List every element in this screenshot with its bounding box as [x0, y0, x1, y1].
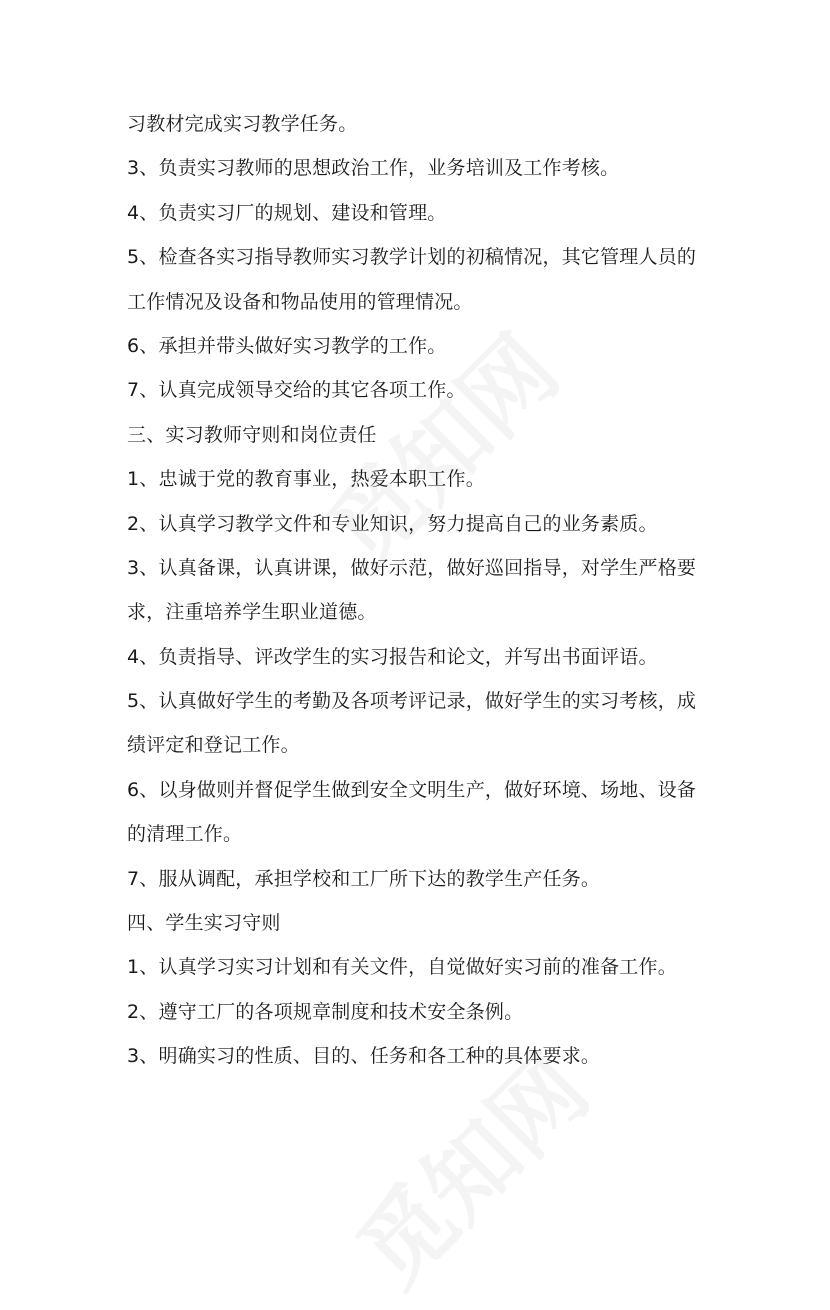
list-item: 1、认真学习实习计划和有关文件，自觉做好实习前的准备工作。: [127, 956, 677, 979]
list-item: 3、认真备课，认真讲课，做好示范，做好巡回指导，对学生严格要: [127, 556, 697, 579]
document-body: [127, 102, 717, 1079]
list-item: 7、认真完成领导交给的其它各项工作。: [127, 379, 466, 402]
list-item: 6、以身做则并督促学生做到安全文明生产，做好环境、场地、设备: [127, 778, 697, 801]
paragraph-line: 工作情况及设备和物品使用的管理情况。: [127, 290, 473, 313]
list-item: 2、认真学习教学文件和专业知识，努力提高自己的业务素质。: [127, 512, 658, 535]
list-item: 4、负责指导、评改学生的实习报告和论文，并写出书面评语。: [127, 645, 658, 668]
paragraph-line: 求，注重培养学生职业道德。: [127, 601, 377, 624]
section-heading: 三、实习教师守则和岗位责任: [127, 423, 377, 446]
section-heading: 四、学生实习守则: [127, 912, 281, 935]
list-item: 4、负责实习厂的规划、建设和管理。: [127, 201, 447, 224]
list-item: 5、检查各实习指导教师实习教学计划的初稿情况，其它管理人员的: [127, 246, 697, 269]
list-item: 2、遵守工厂的各项规章制度和技术安全条例。: [127, 1000, 524, 1023]
list-item: 7、服从调配，承担学校和工厂所下达的教学生产任务。: [127, 867, 601, 890]
list-item: 3、明确实习的性质、目的、任务和各工种的具体要求。: [127, 1045, 601, 1068]
paragraph-line: 的清理工作。: [127, 823, 243, 846]
list-item: 6、承担并带头做好实习教学的工作。: [127, 334, 447, 357]
paragraph-line: 习教材完成实习教学任务。: [127, 113, 358, 135]
list-item: 5、认真做好学生的考勤及各项考评记录，做好学生的实习考核，成: [127, 690, 697, 713]
list-item: 1、忠诚于党的教育事业，热爱本职工作。: [127, 468, 485, 491]
list-item: 3、负责实习教师的思想政治工作，业务培训及工作考核。: [127, 157, 620, 180]
paragraph-line: 绩评定和登记工作。: [127, 734, 300, 757]
